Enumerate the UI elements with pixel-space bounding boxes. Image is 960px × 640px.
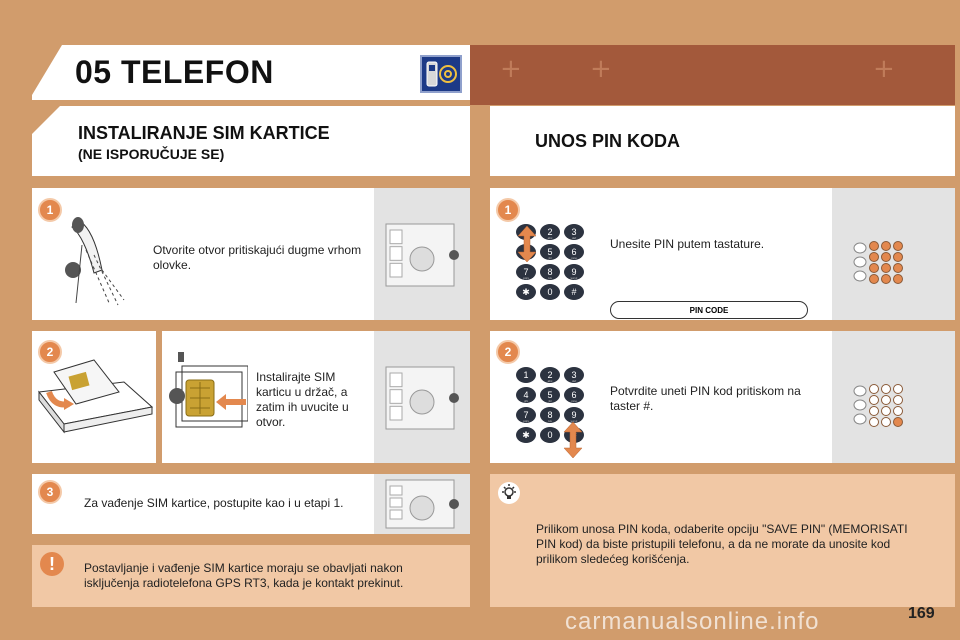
keypad-key-label: 0 <box>547 287 553 297</box>
keypad-key <box>540 244 560 260</box>
right-step-2-text: Potvrdite uneti PIN kod pritiskom na taster #. <box>610 384 801 413</box>
keypad-key-label: 2 <box>547 370 553 380</box>
remote-side-button <box>854 386 866 396</box>
plus-decoration: + <box>873 54 895 84</box>
keypad-key-letters: jkl <box>548 399 552 403</box>
sim-holder-illustration <box>168 352 248 442</box>
step-number-badge: 2 <box>496 340 520 364</box>
remote-side-button <box>854 414 866 424</box>
keypad-key-letters: def <box>571 236 577 240</box>
remote-key <box>894 418 903 427</box>
keypad-key-letters: mno <box>571 256 577 260</box>
sim-tray-illustration <box>34 352 156 447</box>
step-number-badge: 3 <box>38 480 62 504</box>
keypad-key-label: 8 <box>547 267 553 277</box>
keypad-key-label: 3 <box>571 227 577 237</box>
keypad-key <box>564 264 584 280</box>
right-section-title: UNOS PIN KODA <box>535 131 681 151</box>
remote-keypad-illustration <box>852 240 912 295</box>
sim-slot <box>449 393 459 403</box>
remote-key <box>882 264 891 273</box>
remote-key <box>894 396 903 405</box>
radio-button <box>390 498 402 507</box>
keypad-key-label: 7 <box>523 267 529 277</box>
keypad-key-label: # <box>571 287 577 297</box>
radio-button <box>390 486 402 495</box>
remote-key <box>894 385 903 394</box>
remote-key <box>894 242 903 251</box>
keypad-key-label: 5 <box>547 390 553 400</box>
remote-key <box>882 407 891 416</box>
right-step-1-text: Unesite PIN putem tastature. <box>610 237 765 251</box>
remote-key <box>894 253 903 262</box>
keypad-key-label: 9 <box>571 410 577 420</box>
remote-side-button <box>854 271 866 281</box>
keypad-key-letters: abc <box>547 379 553 383</box>
pin-code-label: PIN CODE <box>610 301 808 319</box>
remote-key <box>870 264 879 273</box>
keypad-key <box>540 224 560 240</box>
radio-button <box>390 263 402 277</box>
keypad-key <box>540 427 560 443</box>
keypad-key <box>564 284 584 300</box>
sim-slot <box>449 250 459 260</box>
keypad-key <box>516 427 536 443</box>
keypad-key <box>540 407 560 423</box>
keypad-key-label: 6 <box>571 247 577 257</box>
radio-unit-illustration <box>384 365 464 436</box>
step-number-badge: 2 <box>38 340 62 364</box>
keypad-key-label: 9 <box>571 267 577 277</box>
warning-icon: ! <box>40 552 64 576</box>
remote-key <box>870 407 879 416</box>
remote-key <box>882 385 891 394</box>
remote-key <box>870 275 879 284</box>
remote-key <box>870 253 879 262</box>
keypad-key-label: 1 <box>523 370 529 380</box>
page-number: 169 <box>908 605 935 622</box>
keypad-key-letters: pqrs <box>523 419 529 423</box>
remote-key <box>894 264 903 273</box>
keypad-key <box>564 224 584 240</box>
keypad-key-letters: mno <box>571 399 577 403</box>
left-step-2-text: Instalirajte SIM karticu u držač, a zatim ih uvucite u otvor. <box>256 370 349 429</box>
remote-key <box>870 418 879 427</box>
phone-at-icon <box>420 55 462 93</box>
remote-side-button <box>854 400 866 410</box>
arrow-up-down-icon <box>516 226 538 267</box>
radio-unit-illustration <box>384 478 464 535</box>
keypad-key <box>540 387 560 403</box>
step-number-badge: 1 <box>496 198 520 222</box>
radio-button <box>390 373 402 387</box>
keypad-key-label: 4 <box>523 390 529 400</box>
keypad-key-label: ✱ <box>522 287 530 297</box>
remote-key <box>882 242 891 251</box>
keypad-key-label: 3 <box>571 370 577 380</box>
radio-unit-illustration <box>384 222 464 293</box>
keypad-key-letters: wxyz <box>570 276 578 280</box>
keypad-key-letters: ghi <box>523 399 529 403</box>
warning-text: Postavljanje i vađenje SIM kartice moraju se obavljati nakon isključenja radiotelefona GPS RT3, kada je kontakt prekinut. <box>84 561 404 590</box>
keypad-key <box>564 407 584 423</box>
pen-press-illustration <box>58 215 138 315</box>
radio-knob <box>410 496 434 520</box>
radio-knob <box>410 390 434 414</box>
left-step-1-text: Otvorite otvor pritiskajući dugme vrhom olovke. <box>153 243 362 272</box>
radio-button <box>390 510 402 519</box>
keypad-key-label: 5 <box>547 247 553 257</box>
keypad-key-label: ✱ <box>522 430 530 440</box>
radio-button <box>390 230 402 244</box>
keypad-key <box>516 284 536 300</box>
keypad-key-label: 7 <box>523 410 529 420</box>
remote-key <box>870 396 879 405</box>
keypad-key <box>516 387 536 403</box>
keypad-key-label: 2 <box>547 227 553 237</box>
keypad-key <box>564 367 584 383</box>
keypad-key <box>540 367 560 383</box>
left-section-subtitle: (NE ISPORUČUJE SE) <box>78 146 225 162</box>
radio-button <box>390 390 402 404</box>
keypad-key-label: 6 <box>571 390 577 400</box>
keypad-key <box>540 264 560 280</box>
radio-knob <box>410 247 434 271</box>
radio-button <box>390 247 402 261</box>
remote-key <box>882 275 891 284</box>
plus-decoration: + <box>590 54 612 84</box>
keypad-key-label: 8 <box>547 410 553 420</box>
tip-text: Prilikom unosa PIN koda, odaberite opciju "SAVE PIN" (MEMORISATI PIN kod) da biste pristupili telefonu, a da ne morate da unosite kod prilikom sledećeg korišćenja. <box>536 522 908 566</box>
radio-button <box>390 406 402 420</box>
remote-side-button <box>854 257 866 267</box>
lightbulb-icon <box>497 481 521 510</box>
remote-key <box>894 407 903 416</box>
keypad-key-letters: tuv <box>547 419 553 423</box>
keypad-key <box>516 367 536 383</box>
keypad-key <box>540 284 560 300</box>
remote-keypad-illustration <box>852 383 912 438</box>
keypad-key-letters: pqrs <box>523 276 529 280</box>
watermark: carmanualsonline.info <box>565 608 820 635</box>
keypad-key <box>564 387 584 403</box>
remote-key <box>894 275 903 284</box>
page-title: 05 TELEFON <box>75 54 274 90</box>
remote-key <box>882 396 891 405</box>
step-number-badge: 1 <box>38 198 62 222</box>
remote-key <box>882 253 891 262</box>
keypad-key-letters: abc <box>547 236 553 240</box>
remote-key <box>870 242 879 251</box>
keypad-key <box>564 244 584 260</box>
remote-side-button <box>854 243 866 253</box>
remote-key <box>870 385 879 394</box>
keypad-key-letters: jkl <box>548 256 552 260</box>
plus-decoration: + <box>500 54 522 84</box>
left-step-3-text: Za vađenje SIM kartice, postupite kao i u etapi 1. <box>84 496 344 510</box>
keypad-key-letters: def <box>571 379 577 383</box>
sim-slot <box>449 499 459 509</box>
keypad-key-label: 0 <box>547 430 553 440</box>
keypad-key-letters: wxyz <box>570 419 578 423</box>
keypad-key <box>516 407 536 423</box>
left-section-title: INSTALIRANJE SIM KARTICE <box>78 123 330 143</box>
keypad-key-letters: tuv <box>547 276 553 280</box>
remote-key <box>882 418 891 427</box>
arrow-up-down-icon <box>562 422 584 463</box>
